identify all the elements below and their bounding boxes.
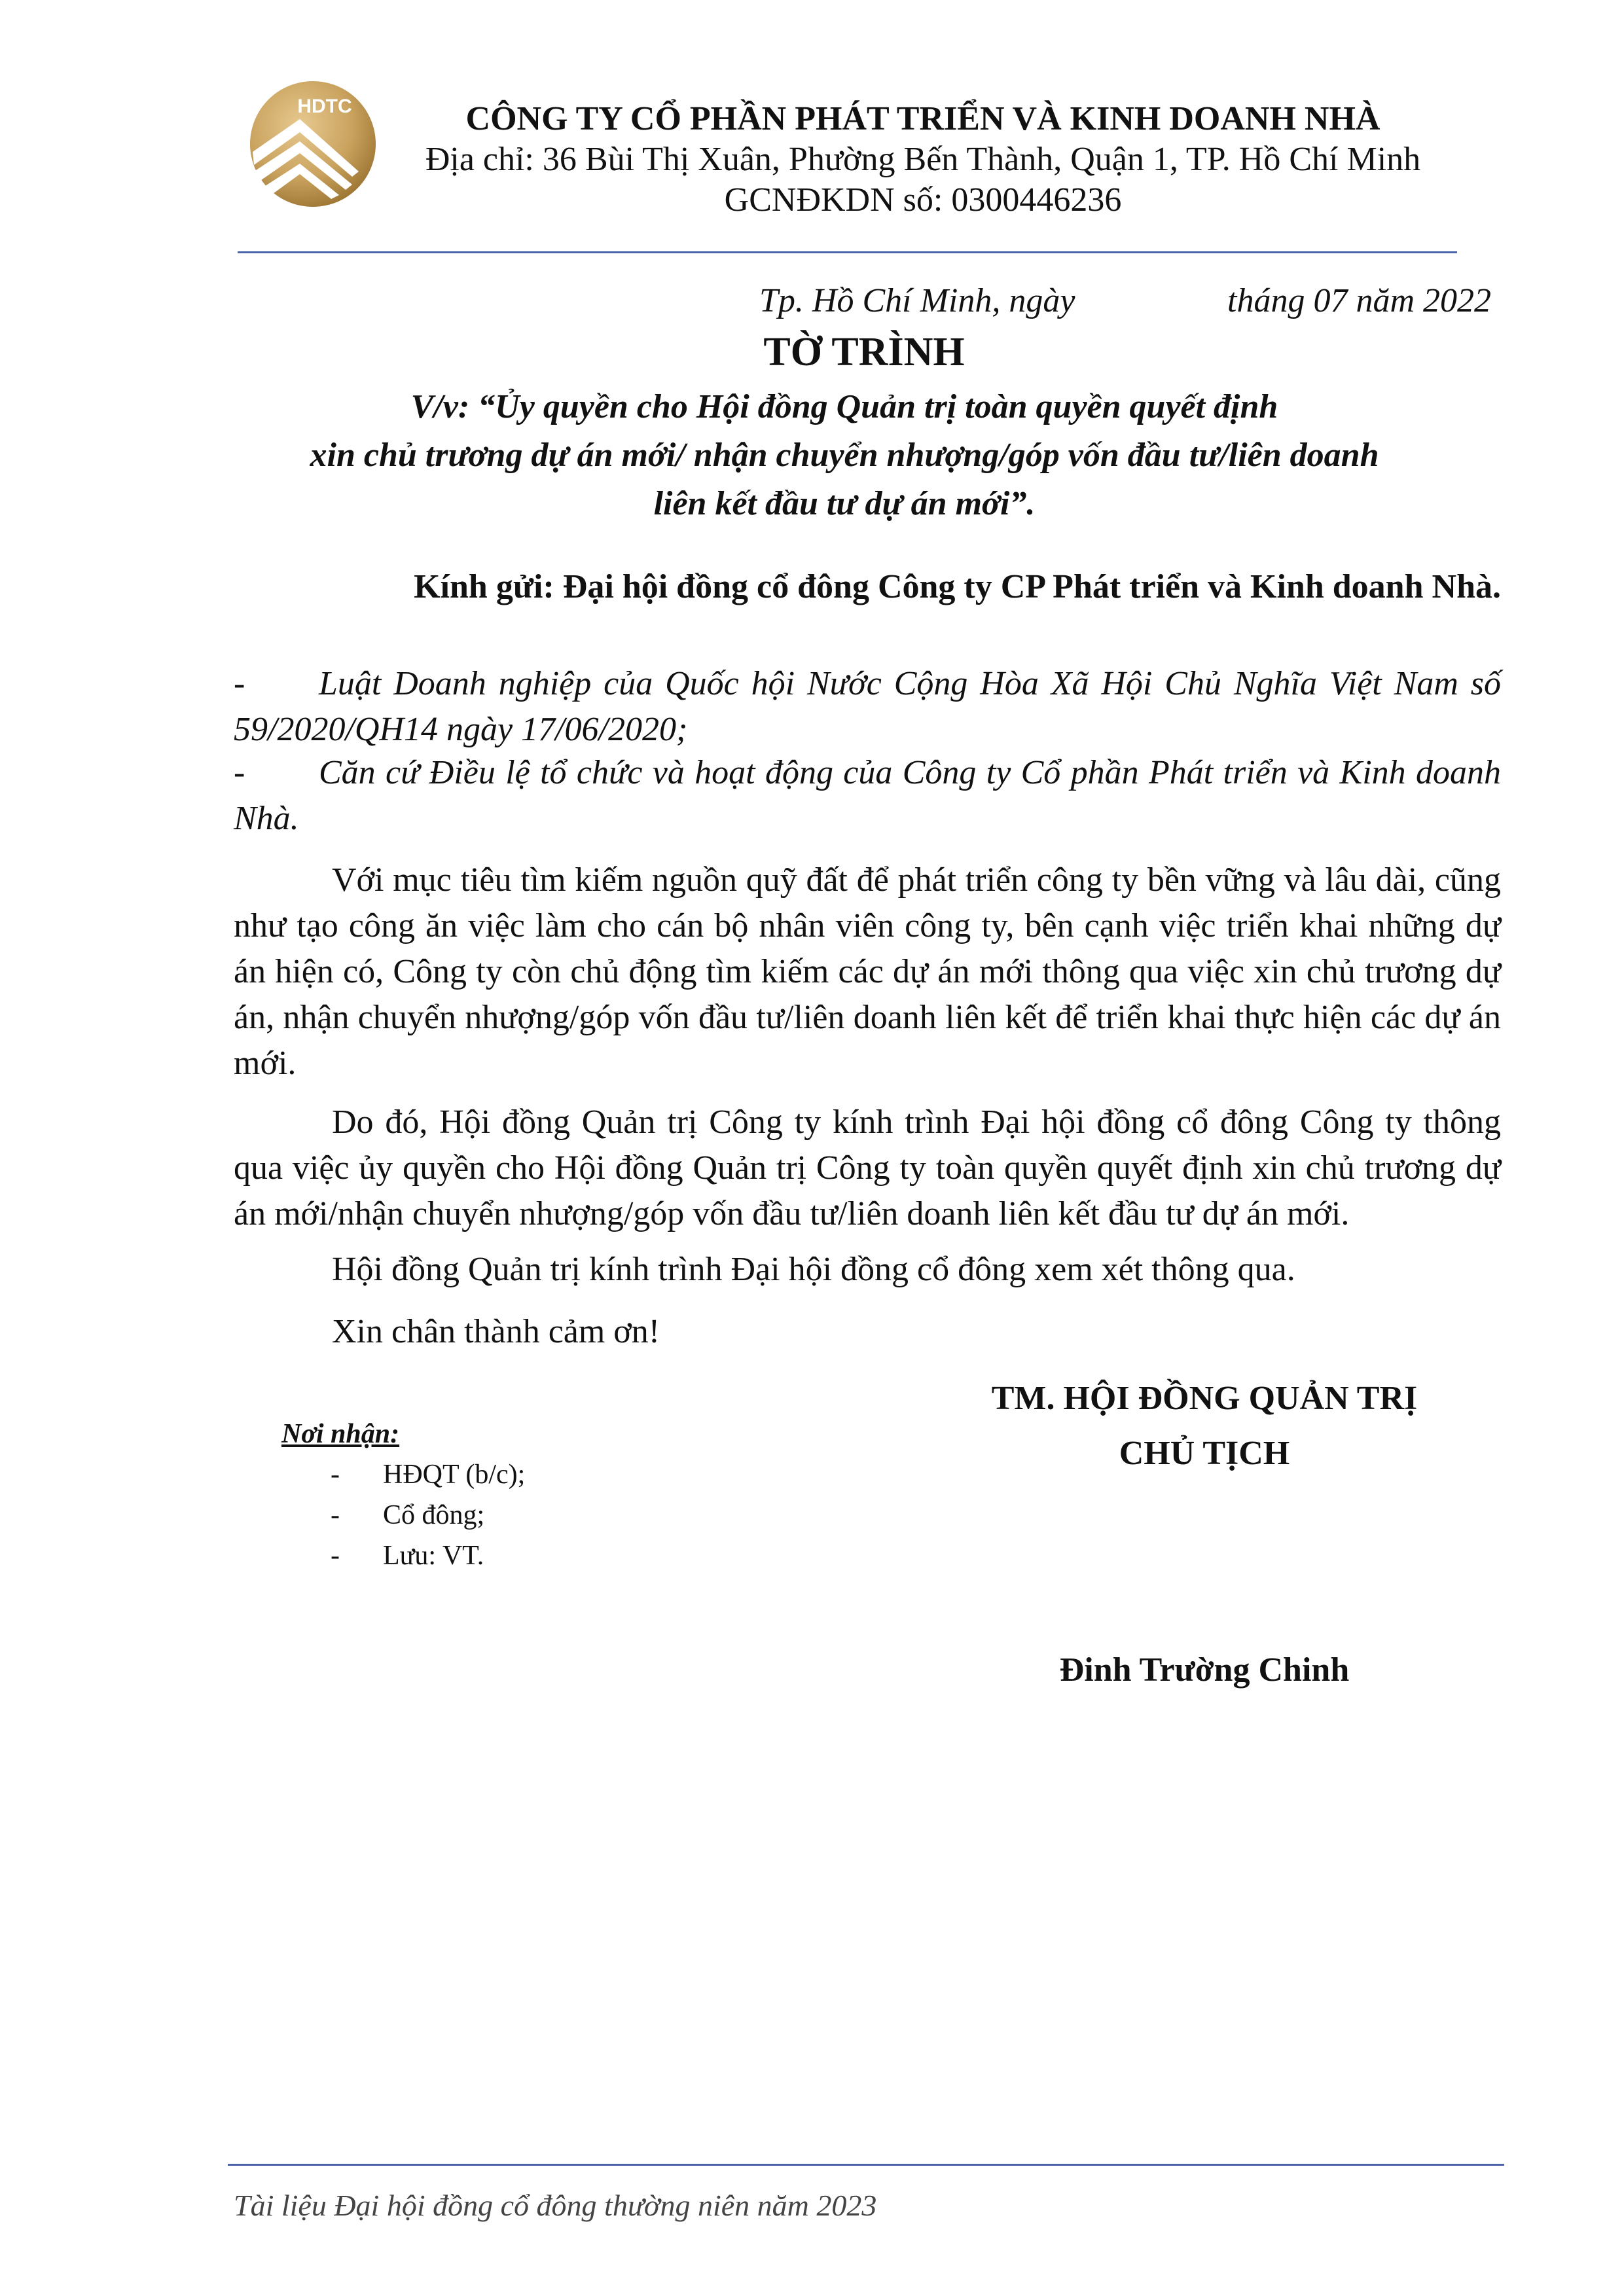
recipient-text: Lưu: VT.	[383, 1541, 484, 1571]
legal-basis-item	[234, 661, 1501, 753]
logo-text: HDTC	[297, 96, 352, 117]
recipient-item	[281, 1495, 525, 1535]
company-name: CÔNG TY CỔ PHẦN PHÁT TRIỂN VÀ KINH DOANH NHÀ	[465, 100, 1380, 137]
document-subject	[196, 383, 1492, 528]
body-paragraph: Do đó, Hội đồng Quản trị Công ty kính trình Đại hội đồng cổ đông Công ty thông qua việc ủy quyền cho Hội đồng Quản trị Công ty toàn quyền quyết định xin chủ trương dự án mới/nhận chuyển nhượng/góp vốn đầu tư/liên doanh liên kết đầu tư dự án mới.	[234, 1103, 1501, 1232]
date-place: Tp. Hồ Chí Minh, ngày	[759, 282, 1075, 319]
legal-basis-text: Luật Doanh nghiệp của Quốc hội Nước Cộng Hòa Xã Hội Chủ Nghĩa Việt Nam số 59/2020/QH14 ngày 17/06/2020;	[234, 665, 1501, 748]
company-address: Địa chỉ: 36 Bùi Thị Xuân, Phường Bến Thành, Quận 1, TP. Hồ Chí Minh	[425, 141, 1421, 178]
signature-title	[916, 1371, 1492, 1481]
signature-position: CHỦ TỊCH	[1119, 1435, 1290, 1472]
date-month-year: tháng 07 năm 2022	[1227, 282, 1491, 319]
company-registration: GCNĐKDN số: 0300446236	[724, 181, 1122, 219]
footer-divider	[228, 2164, 1504, 2166]
recipient-text: HĐQT (b/c);	[383, 1460, 526, 1490]
recipients-list	[281, 1454, 525, 1576]
signature-organization: TM. HỘI ĐỒNG QUẢN TRỊ	[991, 1380, 1418, 1417]
bullet-dash: -	[331, 1500, 340, 1530]
bullet-dash: -	[234, 754, 245, 791]
header-divider	[238, 251, 1457, 253]
subject-line: V/v: “Ủy quyền cho Hội đồng Quản trị toàn quyền quyết định	[410, 388, 1278, 425]
bullet-dash: -	[234, 665, 245, 702]
bullet-dash: -	[331, 1460, 340, 1490]
recipients-heading: Nơi nhận:	[281, 1419, 400, 1449]
subject-line: liên kết đầu tư dự án mới”.	[653, 485, 1036, 522]
body-paragraph: Hội đồng Quản trị kính trình Đại hội đồng cổ đông xem xét thông qua.	[332, 1251, 1295, 1288]
legal-basis-text: Căn cứ Điều lệ tổ chức và hoạt động của Công ty Cổ phần Phát triển và Kinh doanh Nhà.	[234, 754, 1501, 837]
document-title: TỜ TRÌNH	[763, 330, 965, 374]
closing-thanks: Xin chân thành cảm ơn!	[332, 1313, 660, 1350]
company-logo	[247, 79, 378, 209]
body-paragraph: Với mục tiêu tìm kiếm nguồn quỹ đất để phát triển công ty bền vững và lâu dài, cũng như tạo công ăn việc làm cho cán bộ nhân viên công ty, bên cạnh việc triển khai những dự án hiện có, Công ty còn chủ động tìm kiếm các dự án mới thông qua việc xin chủ trương dự án, nhận chuyển nhượng/góp vốn đầu tư/liên doanh liên kết để triển khai thực hiện các dự án mới.	[234, 861, 1501, 1082]
recipient-text: Cổ đông;	[383, 1500, 485, 1530]
page-footer: Tài liệu Đại hội đồng cổ đông thường niên năm 2023	[234, 2189, 877, 2222]
signer-name: Đinh Trường Chinh	[1059, 1651, 1350, 1689]
recipient-item	[281, 1535, 525, 1576]
addressee: Kính gửi: Đại hội đồng cổ đông Công ty CP Phát triển và Kinh doanh Nhà.	[414, 568, 1501, 605]
recipient-item	[281, 1454, 525, 1495]
subject-line: xin chủ trương dự án mới/ nhận chuyển nhượng/góp vốn đầu tư/liên doanh	[310, 437, 1379, 474]
legal-basis-item	[234, 750, 1501, 842]
bullet-dash: -	[331, 1541, 340, 1571]
recipients-block	[281, 1414, 525, 1576]
